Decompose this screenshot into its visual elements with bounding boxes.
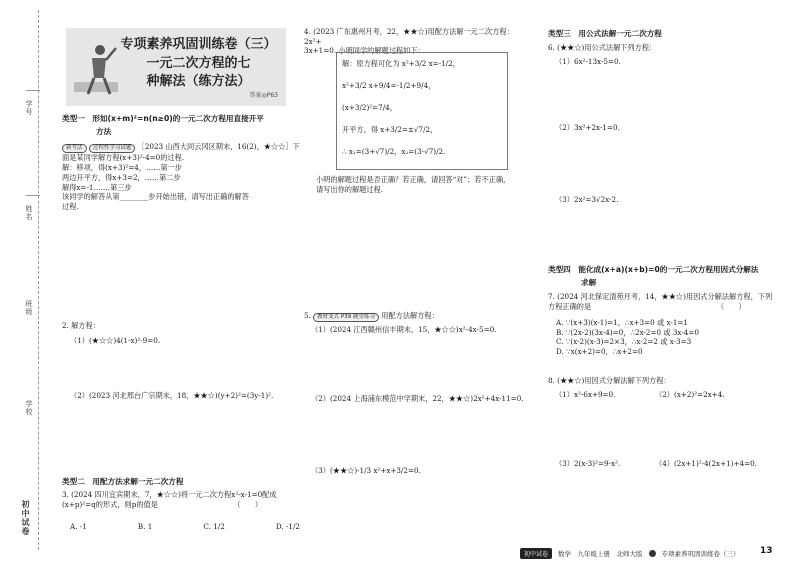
question-7: 7. (2024 河北保定清苑月考，14，★★☆)用因式分解法解方程，下列 方程正确的是 （ ） (548, 292, 773, 311)
label-school: 学校 (25, 400, 33, 416)
question-8: 8. (★★☆)用因式分解法解下列方程： (548, 376, 671, 385)
type1-heading: 类型一 形如(x+m)²=n(n≥0)的一元二次方程用直接开平 (62, 114, 264, 123)
solution-line-4: 开平方，得 x+3/2=±√7/2， (342, 125, 438, 134)
binding-strip (0, 0, 52, 565)
solution-line-5: ∴ x₁=(3+√7)/2，x₂=(3-√7)/2. (342, 147, 446, 156)
question-4-prompt: 小明的解题过程是否正确？若正确，请回答“对”；若不正确， 请写出你的解题过程. (316, 175, 511, 194)
type4-heading-cont: 求解 (581, 278, 597, 287)
solution-line-2: x²+3/2 x+9/4=-1/2+9/4， (342, 81, 436, 90)
question-2-2: （2）(2023 河北邢台广宗期末，18，★★☆)(y+2)²=(3y-1)². (70, 391, 274, 400)
type4-heading: 类型四 能化成(x+a)(x+b)=0的一元二次方程用因式分解法 (548, 265, 759, 274)
type2-heading: 类型二 用配方法求解一元二次方程 (62, 477, 184, 486)
solution-line-3: (x+3/2)²=7/4， (342, 103, 397, 112)
brand-vertical: 初中试卷 (21, 500, 30, 536)
question-3-options (70, 522, 300, 532)
question-4: 4. (2023 广东惠州月考，22，★★☆)用配方法解一元二次方程：2x²+ 3x+1=0. 小明同学的解题过程如下： (304, 27, 514, 56)
question-6-3: （3）2x²=3√2x-2. (555, 195, 619, 204)
banner-title-line3: 种解法（练方法） (146, 74, 251, 89)
question-8-2: （2）(x+2)²=2x+4. (655, 390, 725, 399)
option-a[interactable]: A. ∵(x+3)(x-1)=1，∴x+3=0 或 x-1=1 (556, 318, 689, 327)
question-6: 6. (★★☆)用公式法解下列方程： (548, 43, 657, 52)
cut-line (38, 10, 39, 550)
question-1: 新考法 过程性学习试题 ［2023 山西大同云冈区期末，16(2)，★☆☆］下 面是某同学解方程(x+3)²-4=0的过程. 解：移项，得(x+3)²=4，……第一步 两边开平方，得x+3=2，……第二步 解得x=-1.……第三步 该同学的解答从第________步开始出错，请写出正确的解答 过程. (62, 142, 300, 212)
question-5-1: （1）(2024 江西赣州信丰期末，15，★☆☆)x²-4x-5=0. (311, 325, 497, 334)
question-7-options (556, 318, 786, 357)
footer-brand: 初中试卷 (520, 548, 552, 559)
option-b[interactable]: B. ∵(2x-2)(3x-4)=0，∴2x-2=0 或 3x-4=0 (556, 327, 699, 337)
label-class: 班级 (25, 300, 33, 316)
student-figure-icon (74, 38, 118, 98)
question-2: 2. 解方程： (62, 321, 100, 330)
question-6-1: （1）6x²-13x-5=0. (555, 57, 621, 66)
option-a[interactable]: A. -1 (70, 522, 87, 531)
option-d[interactable]: D. -1/2 (275, 522, 300, 531)
footer-book: 数学 九年级上册 北师大版 (558, 549, 643, 558)
question-2-1: （1）(★☆☆)4(1-x)²-9=0. (70, 336, 161, 345)
footer-circle-icon (649, 550, 656, 557)
textbook-tag: 教材变式 P39 随堂练习 (313, 313, 379, 322)
question-8-4: （4）(2x+1)²-4(2x+1)+4=0. (655, 459, 757, 468)
question-3: 3. (2024 四川宜宾期末，7，★☆☆)将一元二次方程x²-x-1=0配成 (x+p)²=q的形式，则p的值是 （ ） (62, 490, 277, 509)
solution-line-1: 解：原方程可化为 x²+3/2 x=-1/2， (342, 59, 460, 68)
question-8-1: （1）x²-6x+9=0. (555, 390, 616, 399)
question-5-2: （2）(2024 上海浦东模范中学期末，22，★★☆)2x²+4x-11=0. (311, 394, 524, 403)
label-student-id: 学号 (25, 100, 33, 116)
answer-ref: 答案◎P63 (249, 92, 278, 99)
process-tag: 过程性学习试题 (89, 144, 136, 153)
label-name: 姓名 (25, 205, 33, 221)
option-b[interactable]: B. 1 (137, 522, 153, 531)
footer-title: 专项素养巩固训练卷（三） (661, 549, 740, 558)
title-banner (66, 28, 286, 106)
page-number: 13 (760, 546, 773, 556)
footer (520, 547, 770, 559)
question-5-3: （3）(★★☆)-1/3 x²+x+3/2=0. (311, 466, 421, 475)
question-8-3: （3）2(x-3)²=9-x². (555, 459, 621, 468)
banner-title-line1: 专项素养巩固训练卷（三） (120, 37, 277, 52)
option-c[interactable]: C. 1/2 (203, 522, 225, 531)
type1-heading-cont: 方法 (96, 127, 112, 136)
option-d[interactable]: D. ∵x(x+2)=0，∴x+2=0 (556, 347, 643, 357)
solution-box (336, 52, 508, 170)
option-c[interactable]: C. ∵(x-2)(x-3)=2×3，∴x-2=2 或 x-3=3 (556, 337, 692, 347)
new-method-tag: 新考法 (62, 144, 87, 153)
banner-title-line2: 一元二次方程的七 (146, 56, 251, 71)
question-5: 5. 教材变式 P39 随堂练习 用配方法解方程： (304, 311, 439, 322)
question-6-2: （2）3x²+2x-1=0. (555, 123, 620, 132)
type3-heading: 类型三 用公式法解一元二次方程 (548, 29, 662, 38)
